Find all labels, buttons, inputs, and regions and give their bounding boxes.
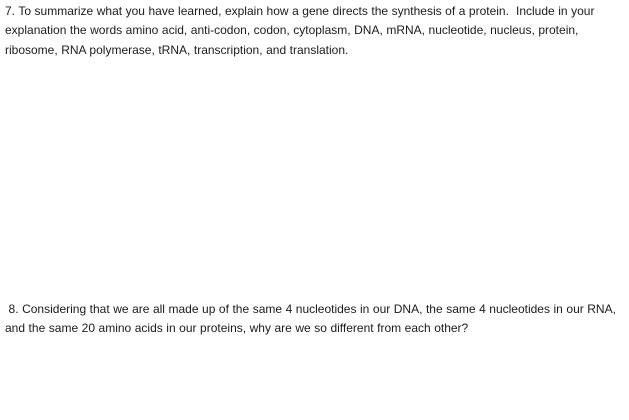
question-7-text: 7. To summarize what you have learned, explain how a gene directs the synthesis of a protein. Include in your explanation the words amino acid, anti-codon, codon, cytoplasm, DNA, mRNA, nucleotide, nucleus, protein, ribosome, RNA polymerase, tRNA, transcription, and translation. — [5, 4, 598, 57]
question-8-text: 8. Considering that we are all made up of the same 4 nucleotides in our DNA, the same 4 nucleotides in our RNA, and the same 20 amino acids in our proteins, why are we so different from each other? — [5, 302, 620, 336]
